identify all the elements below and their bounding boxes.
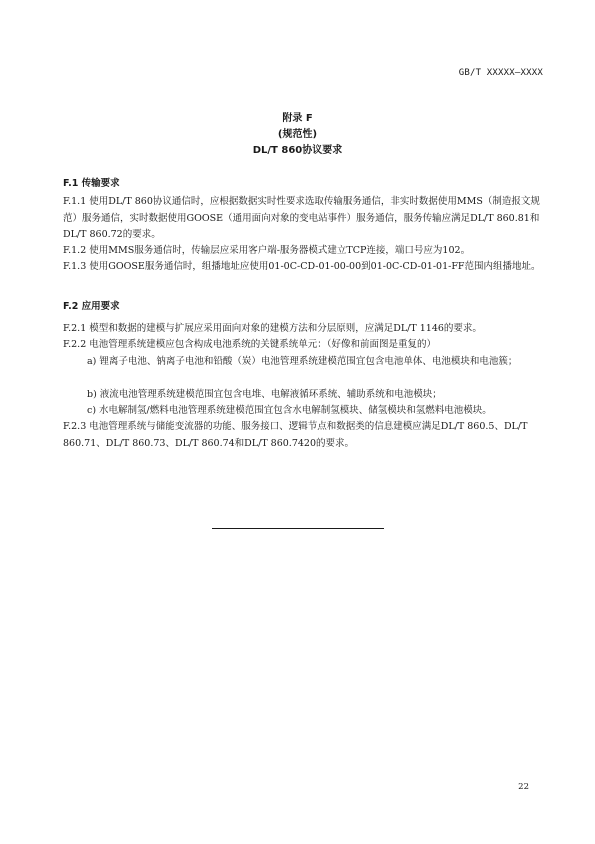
clause-f2-1: F.2.1 模型和数据的建模与扩展应采用面向对象的建模方法和分层原则，应满足DL/T 1146的要求。 [63,323,482,334]
list-item-a: a) 锂离子电池、钠离子电池和铅酸（炭）电池管理系统建模范围宜包含电池单体、电池模块和电池簇； [87,356,518,367]
appendix-type: (规范性) [277,129,318,140]
end-rule [212,528,384,529]
clause-f1-2: F.1.2 使用MMS服务通信时，传输层应采用客户端-服务器模式建立TCP连接，端口号应为102。 [63,245,471,256]
clause-f1-3: F.1.3 使用GOOSE服务通信时，组播地址应使用01-0C-CD-01-00-00到01-0C-CD-01-01-FF范围内组播地址。 [63,261,541,272]
list-item-c: c) 水电解制氢/燃料电池管理系统建模范围宜包含水电解制氢模块、储氢模块和氢燃料电池模块。 [87,405,492,416]
clause-f2-3: F.2.3 电池管理系统与储能变流器的功能、服务接口、逻辑节点和数据类的信息建模应满足DL/T 860.5、DL/T 860.71、DL/T 860.73、DL/T 860.74和DL/T 860.7420的要求。 [63,421,528,449]
clause-f1-1: F.1.1 使用DL/T 860协议通信时，应根据数据实时性要求选取传输服务通信，非实时数据使用MMS（制造报文规范）服务通信，实时数据使用GOOSE（通用面向对象的变电站事件）服务通信，服务传输应满足DL/T 860.81和DL/T 860.72的要求。 [63,196,540,240]
standard-code: GB/T XXXXX—XXXX [458,68,543,78]
section-heading-f1: F.1 传输要求 [63,178,120,189]
appendix-title: 附录 F [282,113,313,124]
clause-f2-2: F.2.2 电池管理系统建模应包含构成电池系统的关键系统单元：（好像和前面图是重复的） [63,339,437,350]
appendix-name: DL/T 860协议要求 [252,145,343,156]
list-item-b: b) 液流电池管理系统建模范围宜包含电堆、电解液循环系统、辅助系统和电池模块； [87,389,442,400]
section-heading-f2: F.2 应用要求 [63,301,120,312]
page-number: 22 [518,782,529,792]
